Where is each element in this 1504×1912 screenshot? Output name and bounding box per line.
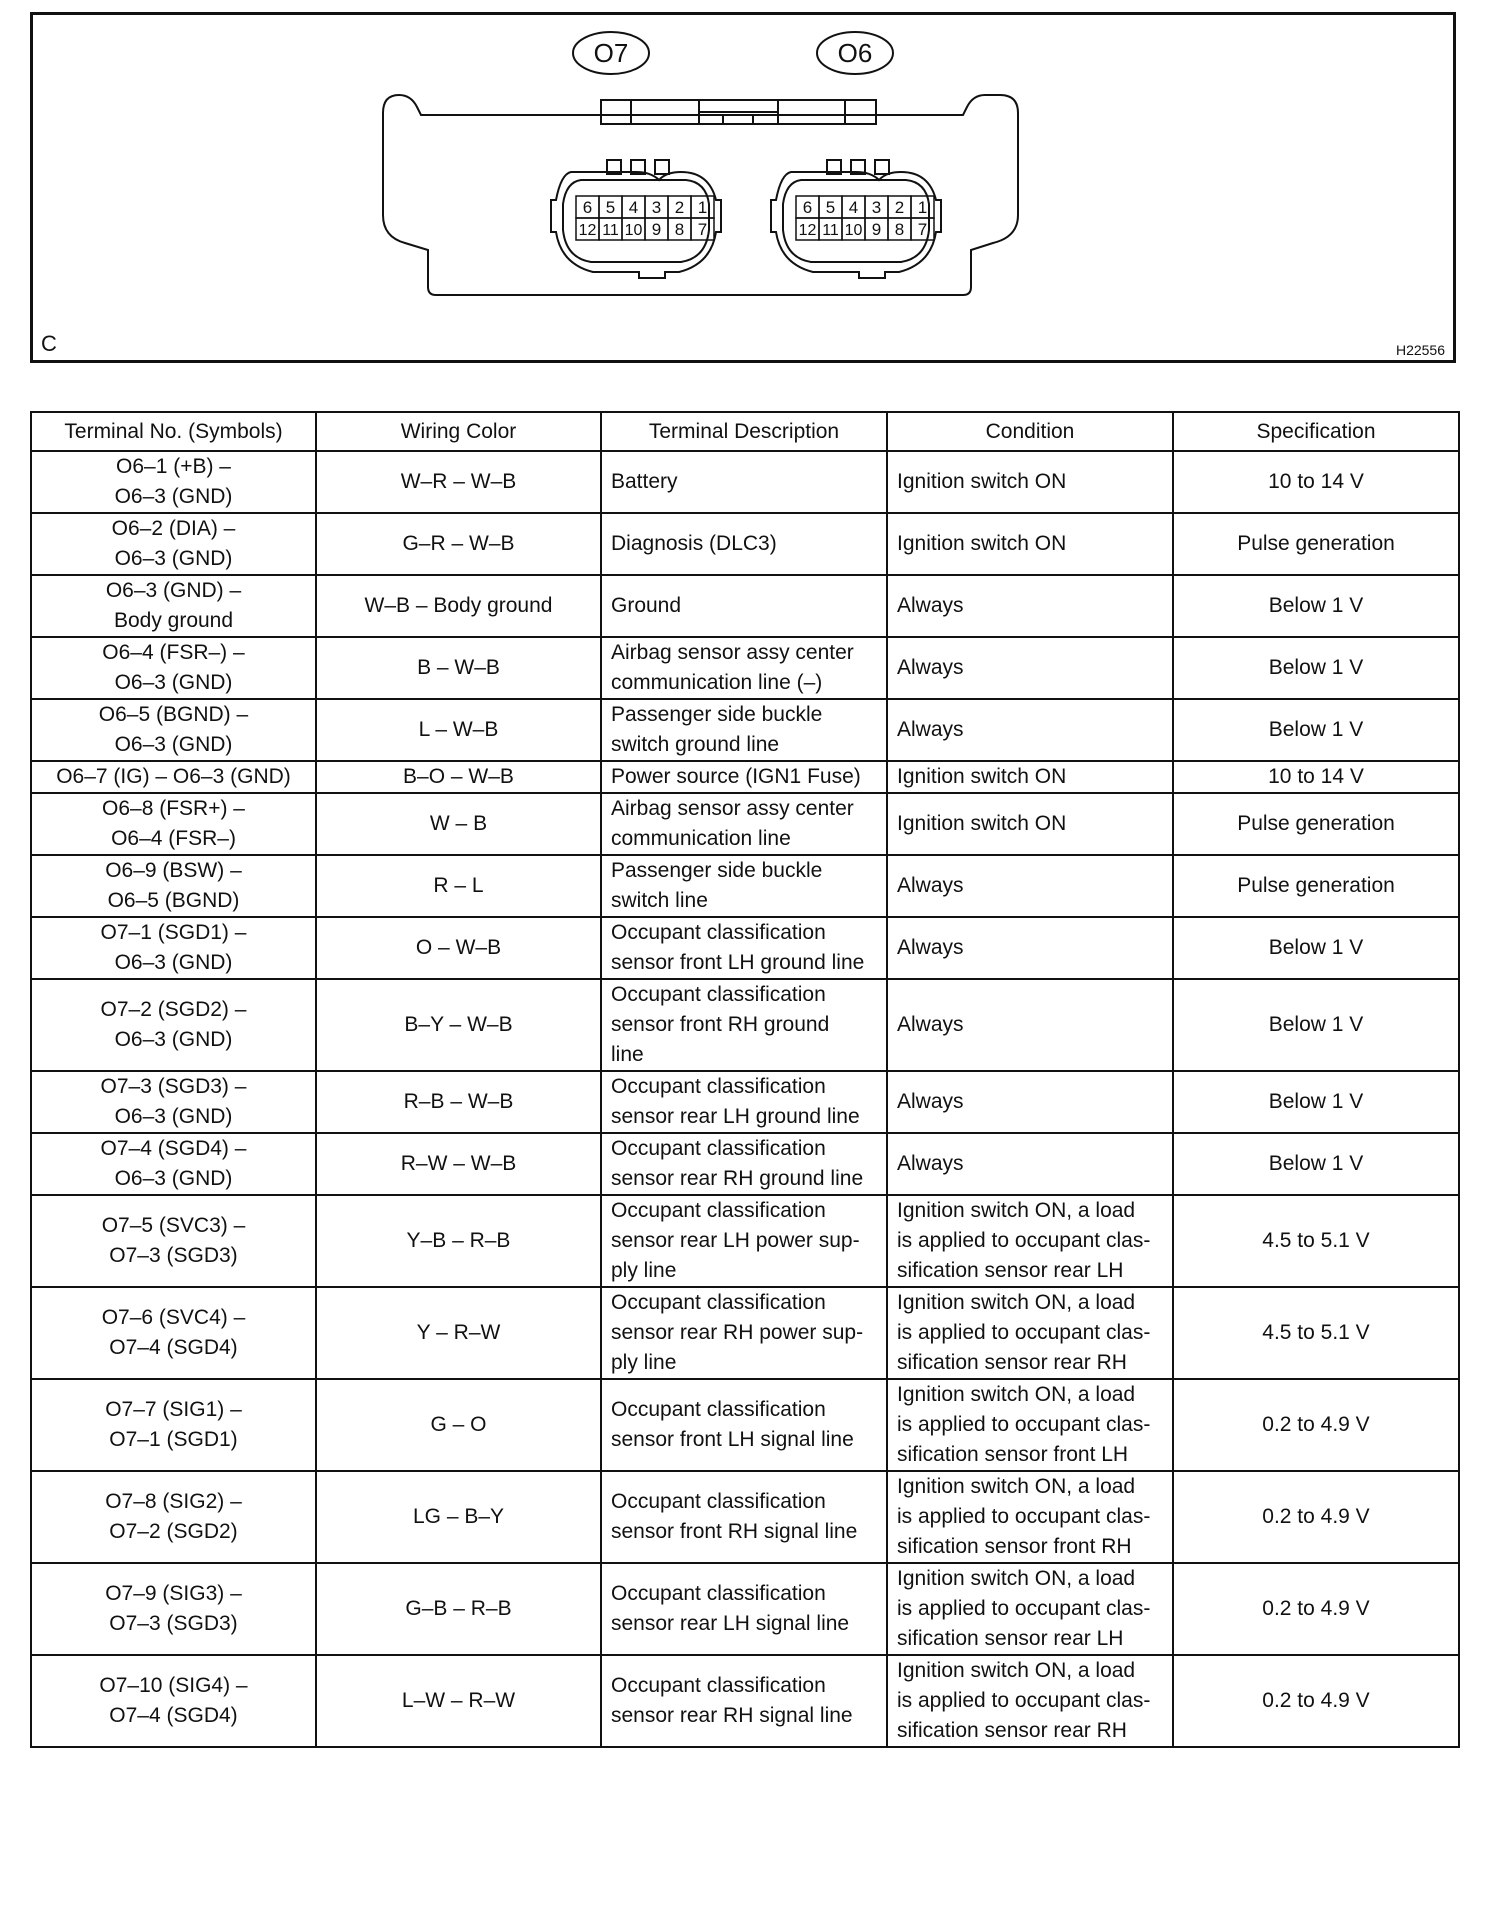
cell-description — [601, 1655, 887, 1747]
cell-line: Body ground — [113, 609, 234, 632]
cell-condition — [887, 699, 1173, 761]
table-row — [31, 575, 1459, 637]
cell-wiring-color — [316, 1563, 601, 1655]
cell-line: O7–4 (SGD4) – — [100, 1137, 247, 1160]
cell-line: sensor front LH ground line — [611, 951, 865, 974]
cell-specification — [1173, 855, 1459, 917]
cell-line: W – B — [429, 812, 488, 835]
cell-line: is applied to occupant clas- — [897, 1229, 1151, 1252]
cell-line: Diagnosis (DLC3) — [611, 532, 777, 555]
pin-number: 5 — [825, 198, 836, 217]
cell-condition — [887, 1071, 1173, 1133]
cell-line: is applied to occupant clas- — [897, 1321, 1151, 1344]
cell-description — [601, 761, 887, 793]
cell-specification — [1173, 1287, 1459, 1379]
table-row — [31, 761, 1459, 793]
pin-number: 3 — [871, 198, 882, 217]
cell-terminal — [31, 793, 316, 855]
cell-line: Always — [897, 874, 964, 897]
cell-line: Below 1 V — [1268, 1090, 1364, 1113]
table-row — [31, 1563, 1459, 1655]
cell-line: Ignition switch ON, a load — [897, 1475, 1136, 1498]
connector-label-o6 — [817, 32, 893, 74]
cell-condition — [887, 855, 1173, 917]
pin-number: 9 — [871, 220, 882, 239]
table-row — [31, 1379, 1459, 1471]
cell-line: Ignition switch ON, a load — [897, 1659, 1136, 1682]
cell-terminal — [31, 1471, 316, 1563]
cell-line: 0.2 to 4.9 V — [1262, 1689, 1370, 1712]
cell-condition — [887, 1655, 1173, 1747]
cell-line: O7–1 (SGD1) – — [100, 921, 247, 944]
table-row — [31, 1133, 1459, 1195]
cell-description — [601, 1287, 887, 1379]
cell-line: Always — [897, 1013, 964, 1036]
cell-line: line — [611, 1043, 644, 1066]
cell-condition — [887, 979, 1173, 1071]
table-row — [31, 699, 1459, 761]
cell-condition — [887, 575, 1173, 637]
cell-wiring-color — [316, 637, 601, 699]
cell-line: 4.5 to 5.1 V — [1262, 1229, 1370, 1252]
cell-wiring-color — [316, 699, 601, 761]
cell-line: sification sensor rear LH — [897, 1627, 1124, 1650]
cell-description — [601, 1071, 887, 1133]
cell-line: O6–3 (GND) — [114, 1105, 233, 1128]
cell-specification — [1173, 699, 1459, 761]
cell-line: Occupant classification — [611, 1137, 826, 1160]
pin-number: 9 — [651, 220, 662, 239]
cell-line: O6–8 (FSR+) – — [102, 797, 245, 820]
cell-line: Ground — [611, 594, 682, 617]
cell-line: O7–1 (SGD1) — [109, 1428, 238, 1451]
cell-line: O6–5 (BGND) – — [98, 703, 249, 726]
pin-number: 10 — [844, 222, 863, 239]
cell-line: Occupant classification — [611, 1075, 826, 1098]
cell-line: O6–3 (GND) — [114, 671, 233, 694]
table-row — [31, 793, 1459, 855]
cell-wiring-color — [316, 1287, 601, 1379]
cell-specification — [1173, 793, 1459, 855]
cell-line: W–B – Body ground — [364, 594, 553, 617]
cell-line: O7–5 (SVC3) – — [101, 1214, 246, 1237]
cell-specification — [1173, 637, 1459, 699]
cell-line: ply line — [611, 1351, 677, 1374]
cell-line: O7–3 (SGD3) — [109, 1612, 238, 1635]
cell-line: Below 1 V — [1268, 656, 1364, 679]
cell-line: 4.5 to 5.1 V — [1262, 1321, 1370, 1344]
table-row — [31, 1655, 1459, 1747]
pin-number: 3 — [651, 198, 662, 217]
cell-line: ply line — [611, 1259, 677, 1282]
cell-line: Airbag sensor assy center — [611, 641, 854, 664]
cell-line: sensor rear RH power sup- — [611, 1321, 864, 1344]
cell-line: Always — [897, 594, 964, 617]
cell-line: O6–1 (+B) – — [116, 455, 231, 478]
cell-line: O6–3 (GND) — [114, 1167, 233, 1190]
cell-terminal — [31, 1195, 316, 1287]
cell-line: G–B – R–B — [405, 1597, 512, 1620]
cell-specification — [1173, 1563, 1459, 1655]
cell-description — [601, 855, 887, 917]
cell-line: O – W–B — [415, 936, 502, 959]
cell-line: O6–4 (FSR–) – — [102, 641, 245, 664]
cell-line: Below 1 V — [1268, 594, 1364, 617]
cell-wiring-color — [316, 451, 601, 513]
cell-terminal — [31, 979, 316, 1071]
cell-condition — [887, 1471, 1173, 1563]
cell-line: Ignition switch ON — [897, 812, 1067, 835]
cell-line: B–Y – W–B — [404, 1013, 513, 1036]
cell-wiring-color — [316, 979, 601, 1071]
cell-line: Always — [897, 1152, 964, 1175]
cell-line: Occupant classification — [611, 983, 826, 1006]
pin-number: 11 — [602, 222, 619, 239]
cell-line: Always — [897, 718, 964, 741]
figure-code: H22556 — [1395, 342, 1445, 358]
cell-condition — [887, 793, 1173, 855]
cell-line: B–O – W–B — [403, 765, 514, 788]
cell-terminal — [31, 1071, 316, 1133]
cell-line: B – W–B — [417, 656, 500, 679]
cell-wiring-color — [316, 1195, 601, 1287]
cell-line: R – L — [433, 874, 484, 897]
cell-wiring-color — [316, 513, 601, 575]
table-row — [31, 1195, 1459, 1287]
cell-terminal — [31, 451, 316, 513]
table-row — [31, 917, 1459, 979]
connector-label-text: O7 — [593, 38, 629, 68]
cell-line: Battery — [611, 470, 678, 493]
cell-line: Airbag sensor assy center — [611, 797, 854, 820]
cell-line: O7–7 (SIG1) – — [105, 1398, 242, 1421]
cell-line: Power source (IGN1 Fuse) — [611, 765, 861, 788]
cell-wiring-color — [316, 761, 601, 793]
cell-line: O7–3 (SGD3) — [109, 1244, 238, 1267]
cell-line: Occupant classification — [611, 1674, 826, 1697]
cell-description — [601, 1133, 887, 1195]
cell-line: switch ground line — [611, 733, 780, 756]
cell-specification — [1173, 1471, 1459, 1563]
cell-line: Passenger side buckle — [611, 703, 823, 726]
cell-description — [601, 637, 887, 699]
cell-line: O6–5 (BGND) — [107, 889, 240, 912]
cell-line: 0.2 to 4.9 V — [1262, 1505, 1370, 1528]
header-specification: Specification — [1173, 412, 1459, 451]
cell-condition — [887, 917, 1173, 979]
cell-line: sification sensor rear RH — [897, 1719, 1127, 1742]
pin-number: 12 — [798, 222, 817, 239]
cell-line: O6–3 (GND) — [114, 733, 233, 756]
cell-wiring-color — [316, 1133, 601, 1195]
cell-specification — [1173, 917, 1459, 979]
cell-description — [601, 1379, 887, 1471]
cell-terminal — [31, 637, 316, 699]
cell-specification — [1173, 451, 1459, 513]
cell-line: O6–2 (DIA) – — [111, 517, 236, 540]
cell-line: Ignition switch ON, a load — [897, 1567, 1136, 1590]
connector-label-o7 — [573, 32, 649, 74]
cell-line: O7–8 (SIG2) – — [105, 1490, 242, 1513]
cell-line: LG – B–Y — [412, 1505, 505, 1528]
connector-figure — [30, 12, 1456, 363]
cell-specification — [1173, 1379, 1459, 1471]
cell-line: O7–4 (SGD4) — [109, 1336, 238, 1359]
pin-number: 6 — [582, 198, 593, 217]
table-row — [31, 513, 1459, 575]
cell-line: O7–10 (SIG4) – — [99, 1674, 248, 1697]
cell-condition — [887, 637, 1173, 699]
cell-line: Occupant classification — [611, 1199, 826, 1222]
cell-line: sensor front RH ground — [611, 1013, 830, 1036]
cell-line: O7–4 (SGD4) — [109, 1704, 238, 1727]
cell-line: 10 to 14 V — [1268, 765, 1364, 788]
table-row — [31, 1071, 1459, 1133]
cell-line: Y–B – R–B — [406, 1229, 511, 1252]
cell-line: Ignition switch ON — [897, 470, 1067, 493]
cell-condition — [887, 513, 1173, 575]
table-row — [31, 1471, 1459, 1563]
cell-condition — [887, 1195, 1173, 1287]
cell-line: Occupant classification — [611, 1398, 826, 1421]
cell-line: is applied to occupant clas- — [897, 1413, 1151, 1436]
cell-line: sensor front LH signal line — [611, 1428, 854, 1451]
cell-line: O7–2 (SGD2) – — [100, 998, 247, 1021]
cell-line: switch line — [611, 889, 708, 912]
cell-line: sensor front RH signal line — [611, 1520, 858, 1543]
cell-line: Ignition switch ON, a load — [897, 1383, 1136, 1406]
cell-line: is applied to occupant clas- — [897, 1689, 1151, 1712]
cell-wiring-color — [316, 1471, 601, 1563]
header-terminal-description: Terminal Description — [601, 412, 887, 451]
pin-number: 4 — [848, 198, 859, 217]
cell-line: sensor rear LH power sup- — [611, 1229, 860, 1252]
cell-line: R–B – W–B — [403, 1090, 514, 1113]
cell-wiring-color — [316, 855, 601, 917]
cell-specification — [1173, 1133, 1459, 1195]
pin-number: 1 — [697, 198, 708, 217]
cell-specification — [1173, 1071, 1459, 1133]
cell-line: W–R – W–B — [400, 470, 517, 493]
cell-line: sensor rear LH signal line — [611, 1612, 850, 1635]
cell-line: sensor rear LH ground line — [611, 1105, 860, 1128]
figure-corner-letter: C — [41, 331, 57, 356]
connector-label-text: O6 — [837, 38, 873, 68]
cell-line: 10 to 14 V — [1268, 470, 1364, 493]
cell-line: O7–2 (SGD2) — [109, 1520, 238, 1543]
cell-line: Occupant classification — [611, 1582, 826, 1605]
cell-line: Ignition switch ON — [897, 765, 1067, 788]
pin-number: 2 — [894, 198, 905, 217]
pin-number: 2 — [674, 198, 685, 217]
cell-line: Below 1 V — [1268, 1013, 1364, 1036]
cell-description — [601, 793, 887, 855]
cell-line: L–W – R–W — [401, 1689, 516, 1712]
cell-line: Below 1 V — [1268, 718, 1364, 741]
connector-o7 — [551, 160, 721, 278]
cell-line: Always — [897, 936, 964, 959]
table-row — [31, 979, 1459, 1071]
cell-terminal — [31, 575, 316, 637]
cell-line: G–R – W–B — [402, 532, 515, 555]
cell-wiring-color — [316, 1379, 601, 1471]
cell-description — [601, 575, 887, 637]
cell-line: O6–3 (GND) — [114, 547, 233, 570]
cell-line: Occupant classification — [611, 1490, 826, 1513]
table-row — [31, 451, 1459, 513]
cell-specification — [1173, 979, 1459, 1071]
cell-line: O6–7 (IG) – O6–3 (GND) — [56, 765, 291, 788]
cell-line: Occupant classification — [611, 1291, 826, 1314]
cell-line: Occupant classification — [611, 921, 826, 944]
cell-line: L – W–B — [418, 718, 499, 741]
connector-o6 — [771, 160, 941, 278]
cell-specification — [1173, 1195, 1459, 1287]
ecu-housing-outline — [383, 95, 1018, 295]
pin-number: 12 — [578, 222, 597, 239]
cell-line: O7–9 (SIG3) – — [105, 1582, 242, 1605]
cell-description — [601, 1471, 887, 1563]
cell-terminal — [31, 917, 316, 979]
cell-terminal — [31, 761, 316, 793]
cell-line: Pulse generation — [1237, 812, 1395, 835]
cell-line: communication line (–) — [611, 671, 823, 694]
cell-description — [601, 1563, 887, 1655]
cell-line: O7–6 (SVC4) – — [101, 1306, 246, 1329]
pin-number: 5 — [605, 198, 616, 217]
cell-wiring-color — [316, 1071, 601, 1133]
cell-description — [601, 979, 887, 1071]
cell-line: Below 1 V — [1268, 936, 1364, 959]
cell-condition — [887, 1133, 1173, 1195]
pin-number: 7 — [917, 220, 928, 239]
cell-line: O7–3 (SGD3) – — [100, 1075, 247, 1098]
cell-line: sensor rear RH ground line — [611, 1167, 864, 1190]
cell-line: sification sensor rear RH — [897, 1351, 1127, 1374]
cell-line: Always — [897, 1090, 964, 1113]
cell-description — [601, 451, 887, 513]
pin-number: 11 — [822, 222, 839, 239]
header-condition: Condition — [887, 412, 1173, 451]
cell-terminal — [31, 513, 316, 575]
cell-description — [601, 699, 887, 761]
header-terminal: Terminal No. (Symbols) — [31, 412, 316, 451]
cell-line: O6–3 (GND) — [114, 485, 233, 508]
cell-line: sensor rear RH signal line — [611, 1704, 853, 1727]
cell-description — [601, 1195, 887, 1287]
cell-specification — [1173, 575, 1459, 637]
cell-wiring-color — [316, 575, 601, 637]
header-wiring-color: Wiring Color — [316, 412, 601, 451]
cell-line: Pulse generation — [1237, 532, 1395, 555]
cell-wiring-color — [316, 793, 601, 855]
cell-description — [601, 917, 887, 979]
cell-line: 0.2 to 4.9 V — [1262, 1597, 1370, 1620]
cell-line: O6–3 (GND) — [114, 951, 233, 974]
table-header-row — [31, 412, 1459, 451]
pin-number: 8 — [674, 220, 685, 239]
cell-terminal — [31, 1655, 316, 1747]
cell-line: communication line — [611, 827, 791, 850]
pin-number: 8 — [894, 220, 905, 239]
cell-line: sification sensor front RH — [897, 1535, 1132, 1558]
cell-line: 0.2 to 4.9 V — [1262, 1413, 1370, 1436]
cell-line: Ignition switch ON — [897, 532, 1067, 555]
cell-specification — [1173, 513, 1459, 575]
cell-condition — [887, 1563, 1173, 1655]
cell-wiring-color — [316, 917, 601, 979]
cell-line: Passenger side buckle — [611, 859, 823, 882]
table-row — [31, 855, 1459, 917]
cell-terminal — [31, 699, 316, 761]
cell-line: Ignition switch ON, a load — [897, 1199, 1136, 1222]
cell-terminal — [31, 1287, 316, 1379]
cell-terminal — [31, 855, 316, 917]
pin-number: 1 — [917, 198, 928, 217]
cell-terminal — [31, 1379, 316, 1471]
cell-line: Below 1 V — [1268, 1152, 1364, 1175]
terminal-spec-table — [30, 411, 1460, 1748]
cell-line: Always — [897, 656, 964, 679]
cell-line: G – O — [430, 1413, 487, 1436]
cell-terminal — [31, 1563, 316, 1655]
pin-number: 6 — [802, 198, 813, 217]
cell-line: is applied to occupant clas- — [897, 1597, 1151, 1620]
connector-drawing — [33, 15, 1453, 360]
pin-number: 7 — [697, 220, 708, 239]
cell-condition — [887, 761, 1173, 793]
cell-line: Y – R–W — [416, 1321, 501, 1344]
cell-condition — [887, 1287, 1173, 1379]
cell-line: O6–4 (FSR–) — [111, 827, 236, 850]
cell-specification — [1173, 761, 1459, 793]
table-row — [31, 1287, 1459, 1379]
cell-line: O6–3 (GND) – — [105, 579, 242, 602]
cell-line: R–W – W–B — [400, 1152, 517, 1175]
cell-specification — [1173, 1655, 1459, 1747]
cell-line: Ignition switch ON, a load — [897, 1291, 1136, 1314]
cell-line: Pulse generation — [1237, 874, 1395, 897]
pin-number: 10 — [624, 222, 643, 239]
cell-line: is applied to occupant clas- — [897, 1505, 1151, 1528]
table-row — [31, 637, 1459, 699]
pin-number: 4 — [628, 198, 639, 217]
cell-line: sification sensor rear LH — [897, 1259, 1124, 1282]
cell-line: O6–9 (BSW) – — [105, 859, 242, 882]
cell-description — [601, 513, 887, 575]
cell-line: sification sensor front LH — [897, 1443, 1129, 1466]
cell-line: O6–3 (GND) — [114, 1028, 233, 1051]
cell-wiring-color — [316, 1655, 601, 1747]
cell-terminal — [31, 1133, 316, 1195]
cell-condition — [887, 1379, 1173, 1471]
cell-condition — [887, 451, 1173, 513]
